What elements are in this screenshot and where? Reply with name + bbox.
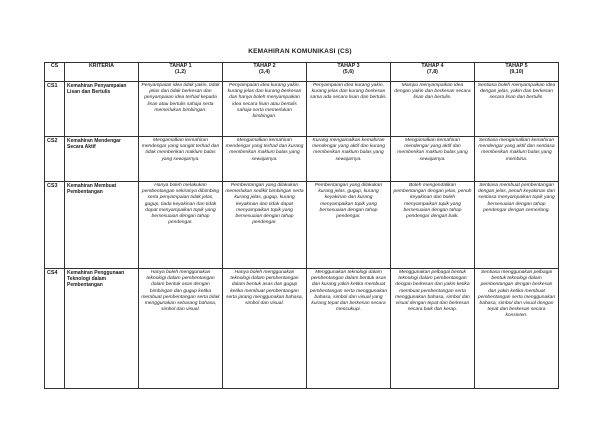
level-2-name: TAHAP 2 [253,63,276,69]
level-descriptor: Kurang mengamalkan kemahiran mendengar yang aktif dan kurang memberikan maklum balas yang sewajarnya. [307,137,391,182]
table-row [45,182,559,269]
level-descriptor: Penyampaian idea kurang yakin, kurang jelas dan kurang berkesan sama ada secara lisan dan bertulis. [307,82,391,137]
row-code: CS2 [45,137,65,182]
level-descriptor: Hanya boleh menggunakan teknologi dalam pembentangan dalam bentuk asas dan gugup ketika membuat pembentangan serta jarang menggunakan bahasa, simbol dan visual. [223,269,307,389]
header-criteria: KRITERIA [65,63,139,82]
header-level-3 [307,63,391,82]
level-4-range: (7,8) [427,69,438,76]
table-row [45,269,559,389]
level-descriptor: Sentiasa mengamalkan kemahiran mendengar yang aktif dan sentiasa memberikan maklum balas yang membina. [475,137,559,182]
level-3-name: TAHAP 3 [337,63,360,69]
row-code: CS4 [45,269,65,389]
level-1-range: (1,2) [175,69,186,76]
level-descriptor: Mengamalkan kemahiran mendengar yang sangat terhad dan tidak memberikan maklum balas yang sewajarnya. [139,137,223,182]
row-criteria: Kemahiran Membuat Pembentangan [65,182,139,269]
level-2-range: (3,4) [259,69,270,76]
header-level-1 [139,63,223,82]
row-criteria: Kemahiran Penggunaan Teknologi dalam Pembentangan [65,269,139,389]
level-descriptor: Sentiasa membuat pembentangan dengan jelas, penuh keyakinan dan sentiasa menyampaikan topik yang bersesuaian dengan tahap pendengar dengan cemerlang. [475,182,559,269]
communication-rubric-table [44,62,559,389]
level-descriptor: Penyampaian idea kurang yakin, kurang jelas dan kurang berkesan dan hanya boleh menyampaikan idea secara lisan atau bertulis sahaja serta memerlukan bimbingan. [223,82,307,137]
level-3-range: (5,6) [343,69,354,76]
level-descriptor: Mampu menyampaikan idea dengan yakin dan berkesan secara lisan dan bertulis. [391,82,475,137]
level-5-name: TAHAP 5 [505,63,528,69]
level-descriptor: Menggunakan pelbagai bentuk teknologi dalam pembentangan dengan berkesan dan yakin ketika membuat pembentangan serta menggunakan bahasa, simbol dan visual dengan tepat dan berkesan secara baik dan kerap. [391,269,475,389]
level-descriptor: Hanya boleh melakukan pembentangan sekiranya dibimbing serta penyampaian tidak jelas, gugup, tiada keyakinan dan tidak dapat menyampaikan topik yang bersesuaian dengan tahap pendengar. [139,182,223,269]
level-descriptor: Menggunakan teknologi dalam pembentangan dalam bentuk asas dan kurang yakin ketika membuat pembentangan serta menggunakan bahasa, simbol dan visual yang kurang tepat dan berkesan secara mencukupi. [307,269,391,389]
level-descriptor: Penyampaian idea tidak yakin, tidak jelas dan tidak berkesan dan penyampaian idea terhad kepada lisan atau bertulis sahaja serta memerlukan bimbingan. [139,82,223,137]
level-descriptor: Pembentangan yang dilakukan kurang jelas, gugup, kurang keyakinan dan kurang menyampaikan topik yang bersesuaian dengan tahap pendengar. [307,182,391,269]
level-descriptor: Sentiasa menggunakan pelbagai bentuk teknologi dalam pembentangan dengan berkesan dan yakin ketika membuat pembentangan serta menggunakan bahasa, simbol dan visual dengan tepat dan berkesan secara konsisten. [475,269,559,389]
header-level-5 [475,63,559,82]
row-criteria: Kemahiran Penyampaian Lisan dan Bertulis [65,82,139,137]
level-descriptor: Boleh mengendalikan pembentangan dengan jelas, penuh keyakinan dan boleh menyampaikan topik yang bersesuaian dengan tahap pendengar dengan baik. [391,182,475,269]
level-descriptor: Mengamalkan kemahiran mendengar yang terhad dan kurang memberikan maklum balas yang sewajarnya. [223,137,307,182]
table-header-row [45,63,559,82]
level-descriptor: Mengamalkan kemahiran mendengar yang aktif dan memberikan maklum balas yang sewajarnya. [391,137,475,182]
header-level-2 [223,63,307,82]
table-row [45,82,559,137]
level-descriptor: Sentiasa boleh menyampaikan idea dengan jelas, yakin dan berkesan secara lisan dan bertulis. [475,82,559,137]
level-descriptor: Pembentangan yang dilakukan memerlukan sedikit bimbingan serta kurang jelas, gugup, kurang keyakinan dan tidak dapat menyampaikan topik yang bersesuaian dengan tahap pendengar. [223,182,307,269]
table-row [45,137,559,182]
level-descriptor: Hanya boleh menggunakan teknologi dalam pembentangan dalam bentuk asas dengan bimbingan dan gugup ketika membuat pembentangan serta tidak menggunakan sebarang bahasa, simbol dan visual. [139,269,223,389]
row-code: CS1 [45,82,65,137]
page-title: KEMAHIRAN KOMUNIKASI (CS) [248,48,352,55]
header-code: CS [45,63,65,82]
level-5-range: (9,10) [509,69,524,76]
row-criteria: Kemahiran Mendengar Secara Aktif [65,137,139,182]
row-code: CS3 [45,182,65,269]
level-4-name: TAHAP 4 [421,63,444,69]
header-level-4 [391,63,475,82]
level-1-name: TAHAP 1 [169,63,192,69]
